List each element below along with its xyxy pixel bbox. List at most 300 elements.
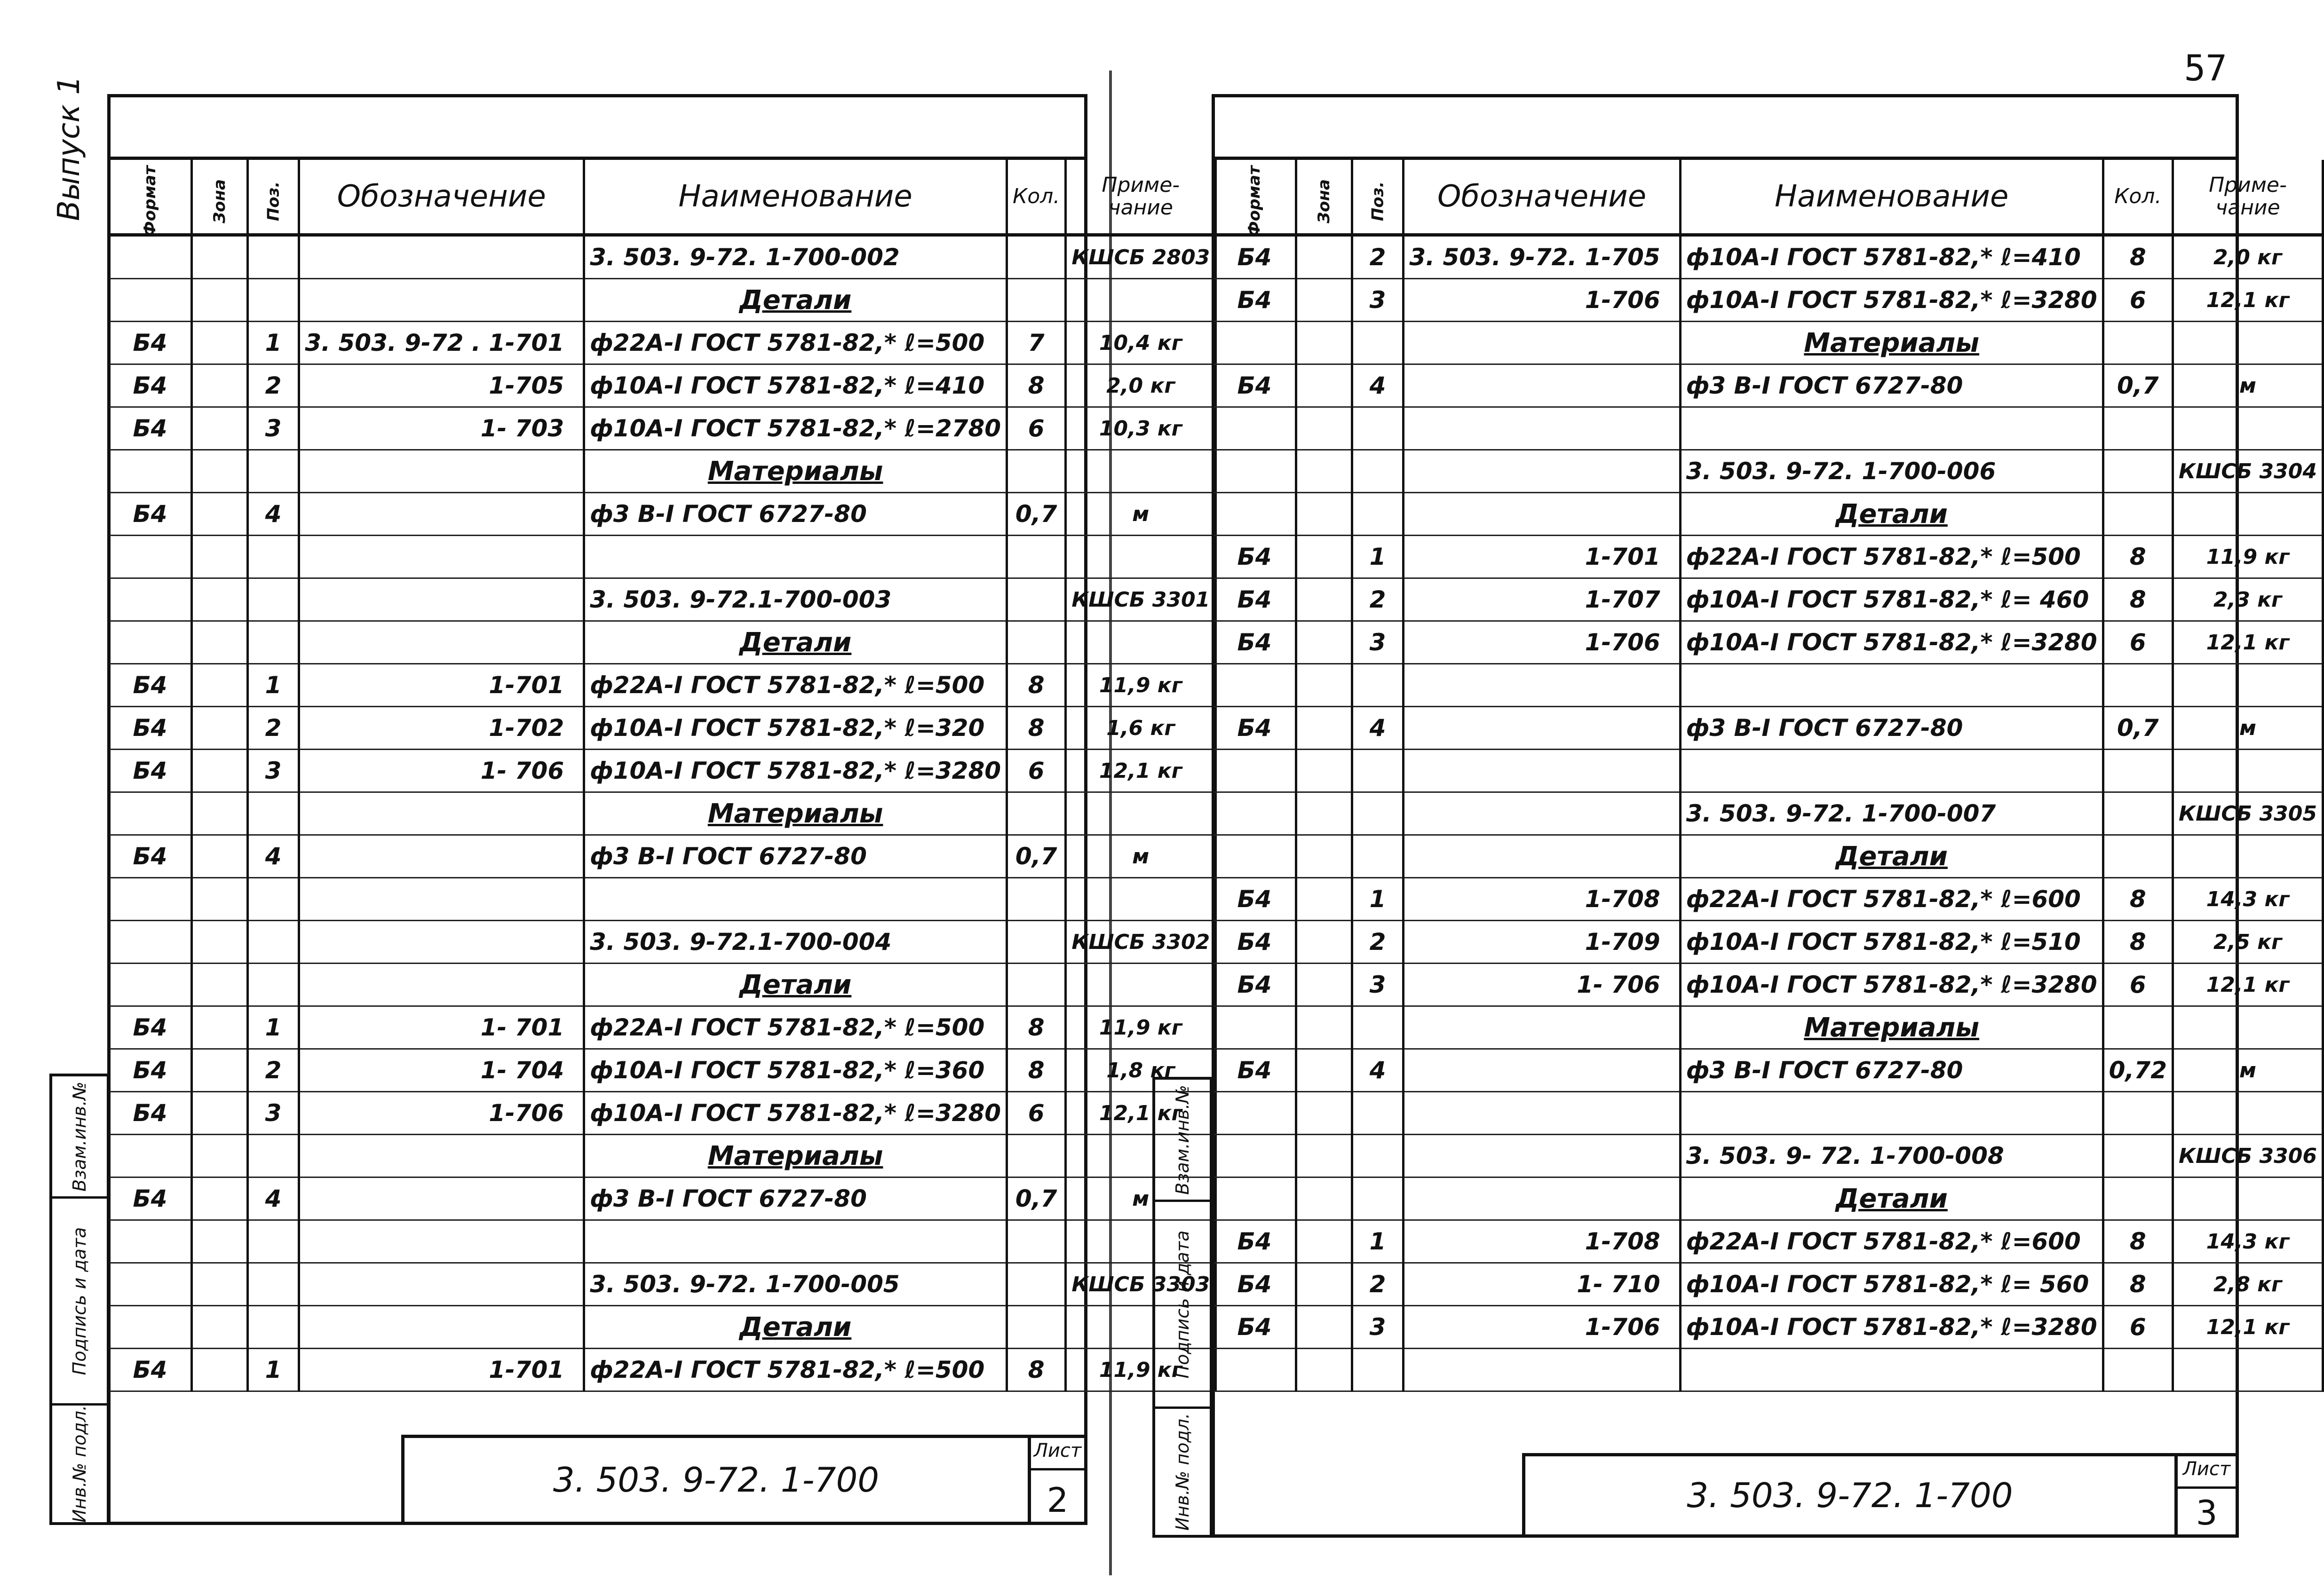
col-qty: Кол.	[1007, 160, 1066, 235]
row-name: ф3 В-I ГОСТ 6727-80	[584, 1177, 1007, 1220]
row-format: Б4	[1213, 235, 1296, 279]
row-qty: 8	[2103, 578, 2173, 621]
row-format	[1213, 664, 1296, 707]
row-qty: 6	[2103, 964, 2173, 1006]
row-format: Б4	[109, 1092, 192, 1135]
table-row	[1213, 1092, 2323, 1135]
table-row	[109, 364, 1216, 407]
row-pos: 4	[247, 1177, 299, 1220]
table-row	[1213, 1263, 2323, 1306]
row-qty: 8	[1007, 707, 1066, 750]
row-pos: 1	[1352, 878, 1404, 921]
row-note: КШСБ 2803	[1066, 235, 1216, 279]
title-block	[1522, 1453, 2239, 1538]
row-format	[1213, 750, 1296, 792]
sheet-box	[2174, 1456, 2236, 1534]
col-pos: Поз.	[247, 160, 299, 235]
row-zone	[1296, 750, 1352, 792]
row-pos	[247, 792, 299, 835]
row-format	[109, 964, 192, 1006]
row-format: Б4	[1213, 878, 1296, 921]
row-pos	[247, 1306, 299, 1349]
table-row	[109, 921, 1216, 964]
row-pos	[1352, 750, 1404, 792]
row-zone	[1296, 792, 1352, 835]
col-designation: Обозначение	[299, 160, 584, 235]
row-designation: 1- 704	[299, 1049, 584, 1092]
row-note	[2173, 407, 2323, 450]
row-format: Б4	[109, 835, 192, 878]
row-format: Б4	[1213, 578, 1296, 621]
document-code: 3. 503. 9-72. 1-700	[553, 1460, 880, 1500]
row-zone	[1296, 921, 1352, 964]
row-note: 14,3 кг	[2173, 878, 2323, 921]
row-format	[109, 1220, 192, 1263]
row-designation	[1404, 407, 1680, 450]
row-zone	[1296, 964, 1352, 1006]
table-row	[109, 279, 1216, 322]
row-name: Материалы	[1680, 1006, 2103, 1049]
row-name: 3. 503. 9-72. 1-700-002	[584, 235, 1007, 279]
row-zone	[191, 1006, 247, 1049]
row-format: Б4	[109, 750, 192, 792]
table-row	[1213, 1135, 2323, 1177]
table-row	[109, 1263, 1216, 1306]
row-pos: 2	[247, 707, 299, 750]
row-note	[2173, 1349, 2323, 1391]
row-format	[109, 878, 192, 921]
row-zone	[1296, 322, 1352, 364]
col-zone: Зона	[191, 160, 247, 235]
row-note	[2173, 1006, 2323, 1049]
row-designation: 1-706	[299, 1092, 584, 1135]
row-name: Материалы	[1680, 322, 2103, 364]
row-format	[1213, 493, 1296, 536]
row-format	[109, 536, 192, 578]
row-pos: 3	[1352, 279, 1404, 322]
row-qty	[1007, 1306, 1066, 1349]
row-designation: 1-709	[1404, 921, 1680, 964]
row-designation	[299, 792, 584, 835]
row-qty: 8	[2103, 921, 2173, 964]
row-format	[109, 1263, 192, 1306]
row-designation	[299, 921, 584, 964]
row-note: 1,8 кг	[1066, 1049, 1216, 1092]
row-format	[1213, 1349, 1296, 1391]
row-zone	[191, 279, 247, 322]
row-qty	[2103, 1006, 2173, 1049]
row-qty	[2103, 493, 2173, 536]
row-name: Материалы	[584, 792, 1007, 835]
row-pos: 4	[1352, 1049, 1404, 1092]
row-format	[1213, 792, 1296, 835]
row-pos: 4	[247, 493, 299, 536]
row-note: 11,9 кг	[1066, 1006, 1216, 1049]
row-pos	[1352, 1177, 1404, 1220]
row-pos	[247, 1135, 299, 1177]
row-designation	[1404, 1177, 1680, 1220]
row-zone	[191, 493, 247, 536]
row-zone	[1296, 707, 1352, 750]
row-note: 12,1 кг	[1066, 1092, 1216, 1135]
table-row	[109, 1349, 1216, 1391]
row-pos	[1352, 450, 1404, 493]
row-note	[2173, 1177, 2323, 1220]
row-name	[584, 536, 1007, 578]
row-note: 2,3 кг	[2173, 578, 2323, 621]
row-qty: 7	[1007, 322, 1066, 364]
row-note: 2,8 кг	[2173, 1263, 2323, 1306]
row-name: ф22А-I ГОСТ 5781-82,* ℓ=500	[584, 1006, 1007, 1049]
row-designation	[299, 835, 584, 878]
sheet-number: 3	[2196, 1493, 2218, 1533]
row-qty: 0,7	[2103, 364, 2173, 407]
row-designation	[1404, 322, 1680, 364]
row-pos: 3	[1352, 621, 1404, 664]
row-qty: 8	[2103, 235, 2173, 279]
row-zone	[1296, 1006, 1352, 1049]
table-row	[109, 835, 1216, 878]
row-zone	[191, 835, 247, 878]
row-zone	[191, 407, 247, 450]
row-qty	[1007, 792, 1066, 835]
row-designation: 1-701	[299, 1349, 584, 1391]
row-zone	[191, 1306, 247, 1349]
table-row	[1213, 1306, 2323, 1349]
row-note: 12,1 кг	[2173, 1306, 2323, 1349]
row-name: 3. 503. 9-72. 1-700-006	[1680, 450, 2103, 493]
row-qty: 0,7	[2103, 707, 2173, 750]
row-format: Б4	[1213, 707, 1296, 750]
row-zone	[191, 235, 247, 279]
row-note	[1066, 450, 1216, 493]
row-name: ф10А-I ГОСТ 5781-82,* ℓ=3280	[1680, 964, 2103, 1006]
row-note: 11,9 кг	[2173, 536, 2323, 578]
table-row	[1213, 407, 2323, 450]
table-row	[1213, 1006, 2323, 1049]
table-row	[109, 578, 1216, 621]
table-row	[1213, 707, 2323, 750]
row-pos	[247, 921, 299, 964]
row-note: 14,3 кг	[2173, 1220, 2323, 1263]
row-designation	[1404, 1092, 1680, 1135]
row-name: ф22А-I ГОСТ 5781-82,* ℓ=600	[1680, 878, 2103, 921]
row-name: ф10А-I ГОСТ 5781-82,* ℓ=360	[584, 1049, 1007, 1092]
row-pos: 1	[247, 664, 299, 707]
row-name: 3. 503. 9-72. 1-700-005	[584, 1263, 1007, 1306]
row-pos: 2	[1352, 1263, 1404, 1306]
row-qty: 8	[2103, 1263, 2173, 1306]
row-pos	[1352, 1349, 1404, 1391]
row-qty	[2103, 450, 2173, 493]
row-zone	[1296, 578, 1352, 621]
row-designation	[299, 493, 584, 536]
sheet-label: Лист	[1031, 1440, 1084, 1470]
row-qty	[1007, 1135, 1066, 1177]
row-format: Б4	[1213, 1220, 1296, 1263]
row-qty	[1007, 536, 1066, 578]
row-pos	[247, 878, 299, 921]
table-row	[109, 1177, 1216, 1220]
row-format: Б4	[1213, 621, 1296, 664]
row-zone	[191, 1177, 247, 1220]
row-name: ф3 В-I ГОСТ 6727-80	[584, 835, 1007, 878]
row-zone	[1296, 493, 1352, 536]
row-pos	[247, 279, 299, 322]
row-name: Детали	[584, 964, 1007, 1006]
row-note: КШСБ 3304	[2173, 450, 2323, 493]
table-row	[109, 664, 1216, 707]
side-strip-right	[1152, 1077, 1213, 1538]
row-pos: 4	[1352, 364, 1404, 407]
row-qty	[1007, 921, 1066, 964]
row-note: м	[1066, 493, 1216, 536]
row-designation	[1404, 1349, 1680, 1391]
row-designation: 1-705	[299, 364, 584, 407]
row-pos: 2	[247, 1049, 299, 1092]
row-format	[1213, 1177, 1296, 1220]
row-zone	[1296, 1349, 1352, 1391]
row-designation	[299, 1263, 584, 1306]
table-row	[109, 792, 1216, 835]
row-designation: 1-708	[1404, 1220, 1680, 1263]
row-name: Детали	[584, 279, 1007, 322]
row-pos	[1352, 322, 1404, 364]
table-row	[109, 707, 1216, 750]
row-pos	[247, 1220, 299, 1263]
row-name	[1680, 664, 2103, 707]
row-qty: 8	[2103, 878, 2173, 921]
row-zone	[1296, 1306, 1352, 1349]
row-name: ф10А-I ГОСТ 5781-82,* ℓ=510	[1680, 921, 2103, 964]
row-name: ф22А-I ГОСТ 5781-82,* ℓ=500	[1680, 536, 2103, 578]
row-zone	[191, 878, 247, 921]
row-format: Б4	[109, 1177, 192, 1220]
row-designation	[299, 1220, 584, 1263]
row-designation	[1404, 364, 1680, 407]
row-zone	[191, 364, 247, 407]
row-designation	[1404, 493, 1680, 536]
table-row	[109, 450, 1216, 493]
row-designation: 1- 703	[299, 407, 584, 450]
col-name: Наименование	[1680, 160, 2103, 235]
row-pos	[1352, 1006, 1404, 1049]
top-strip	[1212, 94, 2239, 160]
col-name: Наименование	[584, 160, 1007, 235]
row-note	[2173, 493, 2323, 536]
col-format: Формат	[1213, 160, 1296, 235]
row-qty	[1007, 964, 1066, 1006]
row-name: Детали	[1680, 1177, 2103, 1220]
row-format: Б4	[109, 407, 192, 450]
table-row	[1213, 1177, 2323, 1220]
row-name	[1680, 407, 2103, 450]
row-designation: 1-707	[1404, 578, 1680, 621]
table-row	[1213, 964, 2323, 1006]
row-designation: 1-706	[1404, 279, 1680, 322]
table-row	[109, 1092, 1216, 1135]
row-zone	[191, 1092, 247, 1135]
row-pos: 3	[1352, 1306, 1404, 1349]
side-cell-replace: Взам.инв.№	[52, 1076, 107, 1199]
row-note: 1,6 кг	[1066, 707, 1216, 750]
table-row	[109, 235, 1216, 279]
col-qty: Кол.	[2103, 160, 2173, 235]
row-name: ф22А-I ГОСТ 5781-82,* ℓ=500	[584, 322, 1007, 364]
row-format: Б4	[109, 1349, 192, 1391]
row-pos: 3	[247, 407, 299, 450]
row-zone	[191, 664, 247, 707]
row-name: Детали	[1680, 493, 2103, 536]
table-row	[109, 322, 1216, 364]
row-format: Б4	[1213, 279, 1296, 322]
row-format	[109, 279, 192, 322]
row-zone	[191, 921, 247, 964]
row-designation	[299, 536, 584, 578]
row-pos: 1	[247, 1006, 299, 1049]
row-format: Б4	[1213, 921, 1296, 964]
row-name: ф10А-I ГОСТ 5781-82,* ℓ=410	[584, 364, 1007, 407]
row-format	[109, 621, 192, 664]
row-name: ф3 В-I ГОСТ 6727-80	[1680, 707, 2103, 750]
row-designation: 1-702	[299, 707, 584, 750]
table-row	[109, 1006, 1216, 1049]
row-qty: 0,7	[1007, 493, 1066, 536]
row-name: ф10А-I ГОСТ 5781-82,* ℓ=3280	[584, 1092, 1007, 1135]
side-cell-inv: Инв.№ подл.	[1172, 1413, 1193, 1531]
row-qty: 8	[2103, 1220, 2173, 1263]
table-row	[1213, 750, 2323, 792]
spec-table-left	[107, 160, 1217, 1392]
row-note: м	[1066, 835, 1216, 878]
row-zone	[191, 450, 247, 493]
row-format: Б4	[109, 1006, 192, 1049]
table-row	[1213, 664, 2323, 707]
table-row	[1213, 450, 2323, 493]
row-zone	[1296, 1092, 1352, 1135]
row-designation: 1- 701	[299, 1006, 584, 1049]
row-format: Б4	[1213, 364, 1296, 407]
row-note: 11,9 кг	[1066, 664, 1216, 707]
row-name	[584, 878, 1007, 921]
table-row	[1213, 878, 2323, 921]
row-zone	[1296, 1220, 1352, 1263]
row-zone	[191, 792, 247, 835]
row-name	[1680, 1092, 2103, 1135]
row-format: Б4	[109, 493, 192, 536]
row-note: 12,1 кг	[2173, 279, 2323, 322]
row-pos	[1352, 835, 1404, 878]
row-designation	[299, 1177, 584, 1220]
row-format	[109, 921, 192, 964]
table-row	[1213, 1220, 2323, 1263]
row-designation	[299, 878, 584, 921]
row-format	[109, 1135, 192, 1177]
row-name	[1680, 750, 2103, 792]
row-designation	[1404, 450, 1680, 493]
row-designation	[1404, 707, 1680, 750]
row-format: Б4	[109, 707, 192, 750]
row-qty: 6	[2103, 279, 2173, 322]
row-zone	[1296, 621, 1352, 664]
row-designation	[299, 964, 584, 1006]
row-pos: 1	[247, 322, 299, 364]
row-name: ф3 В-I ГОСТ 6727-80	[1680, 364, 2103, 407]
row-designation: 3. 503. 9-72 . 1-701	[299, 322, 584, 364]
row-format	[109, 450, 192, 493]
row-designation: 1-701	[299, 664, 584, 707]
row-designation: 1- 710	[1404, 1263, 1680, 1306]
row-zone	[1296, 536, 1352, 578]
row-name: ф10А-I ГОСТ 5781-82,* ℓ=3280	[584, 750, 1007, 792]
row-pos	[247, 621, 299, 664]
row-qty	[1007, 1263, 1066, 1306]
table-row	[1213, 322, 2323, 364]
row-pos	[247, 964, 299, 1006]
row-name: ф10А-I ГОСТ 5781-82,* ℓ=3280	[1680, 279, 2103, 322]
row-qty: 8	[1007, 664, 1066, 707]
row-designation	[299, 235, 584, 279]
sheet-label: Лист	[2178, 1458, 2236, 1489]
table-row	[1213, 921, 2323, 964]
row-name: ф10А-I ГОСТ 5781-82,* ℓ=3280	[1680, 621, 2103, 664]
row-name: ф10А-I ГОСТ 5781-82,* ℓ=2780	[584, 407, 1007, 450]
row-note	[1066, 279, 1216, 322]
row-name: ф10А-I ГОСТ 5781-82,* ℓ=410	[1680, 235, 2103, 279]
row-zone	[191, 1349, 247, 1391]
row-zone	[1296, 450, 1352, 493]
col-zone: Зона	[1296, 160, 1352, 235]
row-note	[1066, 536, 1216, 578]
row-format	[109, 1306, 192, 1349]
right-sheet	[1212, 94, 2317, 1538]
row-zone	[191, 621, 247, 664]
row-note: КШСБ 3301	[1066, 578, 1216, 621]
table-row	[1213, 364, 2323, 407]
row-qty	[2103, 664, 2173, 707]
table-row	[109, 1220, 1216, 1263]
row-pos: 1	[1352, 1220, 1404, 1263]
row-pos: 3	[1352, 964, 1404, 1006]
row-pos	[1352, 407, 1404, 450]
row-note: м	[2173, 1049, 2323, 1092]
row-pos: 2	[247, 364, 299, 407]
row-qty	[2103, 1177, 2173, 1220]
row-zone	[1296, 407, 1352, 450]
row-qty	[2103, 407, 2173, 450]
row-format	[109, 792, 192, 835]
row-name: Материалы	[584, 1135, 1007, 1177]
table-row	[109, 964, 1216, 1006]
row-qty	[1007, 279, 1066, 322]
table-row	[109, 878, 1216, 921]
row-name	[1680, 1349, 2103, 1391]
col-format: Формат	[109, 160, 192, 235]
row-zone	[1296, 1263, 1352, 1306]
row-qty: 6	[2103, 1306, 2173, 1349]
row-name: Детали	[1680, 835, 2103, 878]
table-row	[1213, 578, 2323, 621]
table-row	[1213, 536, 2323, 578]
row-name: ф10А-I ГОСТ 5781-82,* ℓ= 560	[1680, 1263, 2103, 1306]
row-pos: 3	[247, 750, 299, 792]
row-qty: 6	[1007, 1092, 1066, 1135]
row-zone	[191, 1220, 247, 1263]
row-designation	[299, 621, 584, 664]
row-name: 3. 503. 9- 72. 1-700-008	[1680, 1135, 2103, 1177]
row-name: 3. 503. 9-72. 1-700-007	[1680, 792, 2103, 835]
table-row	[109, 536, 1216, 578]
